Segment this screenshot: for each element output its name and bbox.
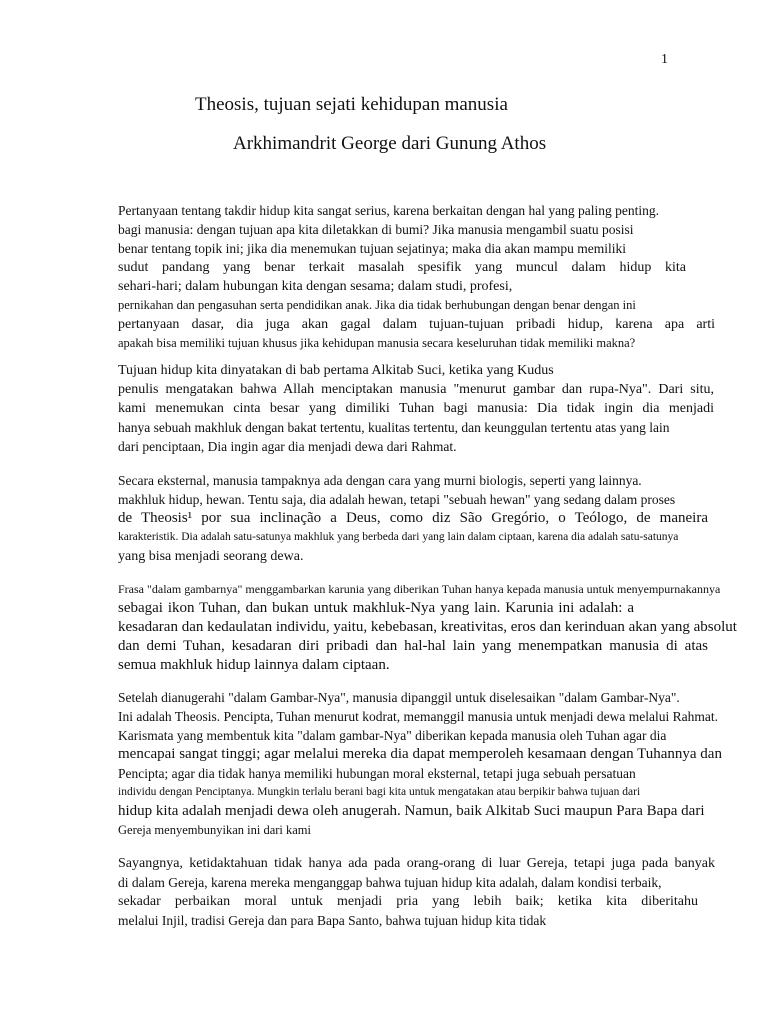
paragraph-line: Gereja menyembunyikan ini dari kami xyxy=(118,823,311,837)
paragraph-5 xyxy=(118,688,754,840)
paragraph-4 xyxy=(118,580,754,675)
paragraph-line: sebagai ikon Tuhan, dan bukan untuk makhluk-Nya yang lain. Karunia ini adalah: a xyxy=(118,600,634,616)
paragraph-line: kami menemukan cinta besar yang dimiliki Tuhan bagi manusia: Dia tidak ingin dia menjadi xyxy=(118,401,714,416)
paragraph-line: benar tentang topik ini; jika dia menemukan tujuan sejatinya; maka dia akan mampu memiliki xyxy=(118,241,626,256)
paragraph-line: sekadar perbaikan moral untuk menjadi pria yang lebih baik; ketika kita diberitahu xyxy=(118,894,698,909)
paragraph-line: semua makhluk hidup lainnya dalam ciptaan. xyxy=(118,657,390,673)
paragraph-line: sehari-hari; dalam hubungan kita dengan sesama; dalam studi, profesi, xyxy=(118,279,513,294)
document-author: Arkhimandrit George dari Gunung Athos xyxy=(233,133,547,154)
paragraph-line: bagi manusia: dengan tujuan apa kita diletakkan di bumi? Jika manusia mengambil suatu posisi xyxy=(118,222,634,237)
document-title: Theosis, tujuan sejati kehidupan manusia xyxy=(195,94,508,115)
paragraph-line: melalui Injil, tradisi Gereja dan para Bapa Santo, bahwa tujuan hidup kita tidak xyxy=(118,913,547,928)
paragraph-line: di dalam Gereja, karena mereka menganggap bahwa tujuan hidup kita adalah, dalam kondisi terbaik, xyxy=(118,875,662,890)
paragraph-line: hidup kita adalah menjadi dewa oleh anugerah. Namun, baik Alkitab Suci maupun Para Bapa dari xyxy=(118,803,705,819)
paragraph-line: mencapai sangat tinggi; agar melalui mereka dia dapat memperoleh kesamaan dengan Tuhannya dan xyxy=(118,746,722,762)
paragraph-line: Sayangnya, ketidaktahuan tidak hanya ada pada orang-orang di luar Gereja, tetapi juga pada banyak xyxy=(118,856,715,871)
paragraph-line: kesadaran dan kedaulatan individu, yaitu, kebebasan, kreativitas, eros dan kerinduan akan yang absolut xyxy=(118,619,737,635)
paragraph-1 xyxy=(118,201,754,353)
paragraph-2 xyxy=(118,361,754,456)
paragraph-line: Karismata yang membentuk kita "dalam gambar-Nya" diberikan kepada manusia oleh Tuhan agar dia xyxy=(118,728,667,743)
paragraph-line: pertanyaan dasar, dia juga akan gagal dalam tujuan-tujuan pribadi hidup, karena apa arti xyxy=(118,317,715,332)
paragraph-line: Frasa "dalam gambarnya" menggambarkan karunia yang diberikan Tuhan hanya kepada manusia untuk menyempurnakannya xyxy=(118,582,721,596)
paragraph-line: karakteristik. Dia adalah satu-satunya makhluk yang berbeda dari yang lain dalam ciptaan, karena dia adalah satu-satunya xyxy=(118,531,679,543)
paragraph-line: Pertanyaan tentang takdir hidup kita sangat serius, karena berkaitan dengan hal yang paling penting. xyxy=(118,203,659,218)
paragraph-line: sudut pandang yang benar terkait masalah spesifik yang muncul dalam hidup kita xyxy=(118,260,686,275)
paragraph-line: Setelah dianugerahi "dalam Gambar-Nya", manusia dipanggil untuk diselesaikan "dalam Gambar-Nya". xyxy=(118,690,680,705)
paragraph-line: pernikahan dan pengasuhan serta pendidikan anak. Jika dia tidak berhubungan dengan benar dengan ini xyxy=(118,298,636,312)
paragraph-line: makhluk hidup, hewan. Tentu saja, dia adalah hewan, tetapi "sebuah hewan" yang sedang dalam proses xyxy=(118,492,676,507)
paragraph-3 xyxy=(118,471,754,566)
paragraph-line: de Theosis¹ por sua inclinação a Deus, como diz São Gregório, o Teólogo, de maneira xyxy=(118,510,708,526)
paragraph-6 xyxy=(118,854,754,930)
paragraph-line: dan demi Tuhan, kesadaran diri pribadi dan hal-hal lain yang menempatkan manusia di atas xyxy=(118,638,708,654)
paragraph-line: Ini adalah Theosis. Pencipta, Tuhan menurut kodrat, memanggil manusia untuk menjadi dewa melalui Rahmat. xyxy=(118,709,719,724)
paragraph-line: Tujuan hidup kita dinyatakan di bab pertama Alkitab Suci, ketika yang Kudus xyxy=(118,363,554,378)
paragraph-line: individu dengan Penciptanya. Mungkin terlalu berani bagi kita untuk mengatakan atau berpikir bahwa tujuan dari xyxy=(118,786,641,798)
paragraph-line: apakah bisa memiliki tujuan khusus jika kehidupan manusia secara keseluruhan tidak memiliki makna? xyxy=(118,336,636,350)
paragraph-line: Pencipta; agar dia tidak hanya memiliki hubungan moral eksternal, tetapi juga sebuah persatuan xyxy=(118,766,636,781)
paragraph-line: penulis mengatakan bahwa Allah menciptakan manusia "menurut gambar dan rupa-Nya". Dari situ, xyxy=(118,382,714,397)
paragraph-line: dari penciptaan, Dia ingin agar dia menjadi dewa dari Rahmat. xyxy=(118,439,457,454)
paragraph-line: yang bisa menjadi seorang dewa. xyxy=(118,549,304,564)
paragraph-line: hanya sebuah makhluk dengan bakat tertentu, kualitas tertentu, dan keunggulan tertentu atas yang lain xyxy=(118,420,670,435)
paragraph-line: Secara eksternal, manusia tampaknya ada dengan cara yang murni biologis, seperti yang lainnya. xyxy=(118,473,642,488)
page-number: 1 xyxy=(661,52,668,67)
